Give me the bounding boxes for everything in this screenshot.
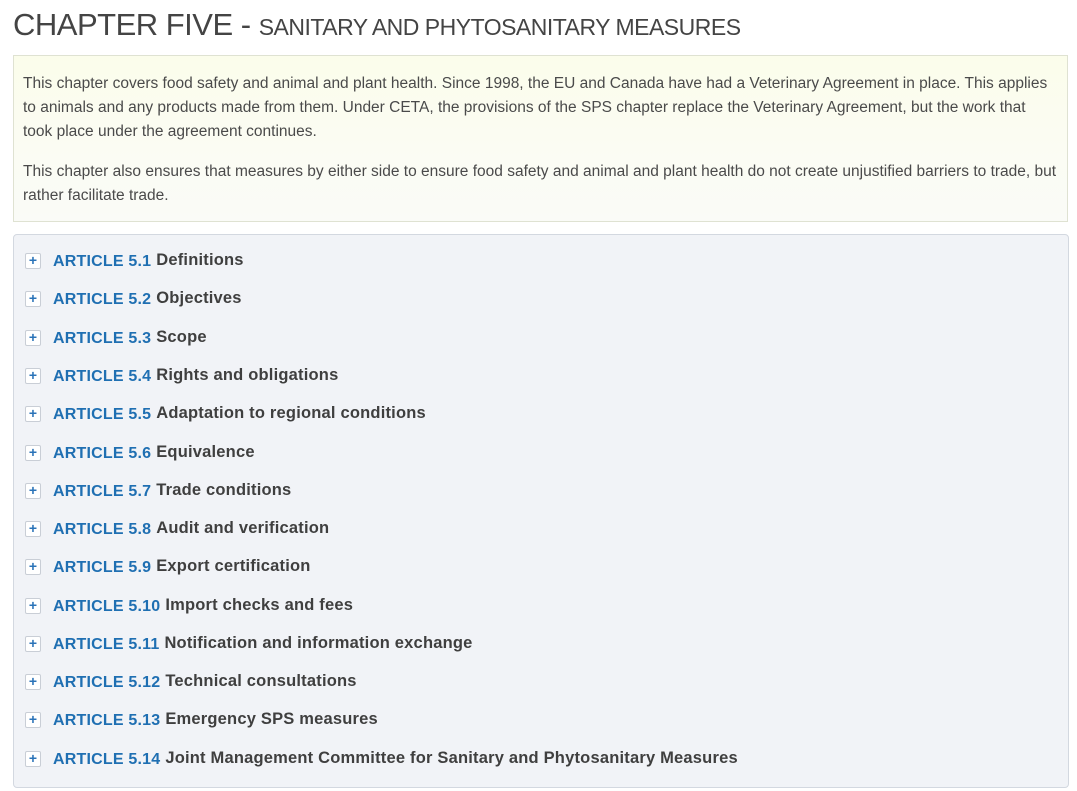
article-title: Emergency SPS measures (165, 709, 378, 728)
expand-plus-icon[interactable]: + (25, 674, 41, 690)
article-number-link[interactable]: ARTICLE 5.3 (53, 330, 152, 347)
articles-list (13, 234, 1069, 788)
chapter-intro-box (13, 55, 1068, 222)
article-number-link[interactable]: ARTICLE 5.9 (53, 559, 152, 576)
article-number-link[interactable]: ARTICLE 5.10 (53, 598, 161, 615)
article-item-5-14[interactable] (25, 746, 738, 772)
article-number-link[interactable]: ARTICLE 5.8 (53, 521, 152, 538)
chapter-number: CHAPTER FIVE (13, 7, 233, 42)
article-title: Joint Management Committee for Sanitary and Phytosanitary Measures (165, 748, 738, 767)
article-item-5-10[interactable] (25, 593, 353, 619)
article-title: Export certification (156, 556, 311, 575)
expand-plus-icon[interactable]: + (25, 521, 41, 537)
article-number-link[interactable]: ARTICLE 5.13 (53, 712, 161, 729)
page-title (13, 6, 741, 43)
article-number-link[interactable]: ARTICLE 5.1 (53, 253, 152, 270)
article-title: Import checks and fees (165, 595, 354, 614)
article-title: Rights and obligations (156, 365, 339, 384)
article-title: Audit and verification (156, 518, 330, 537)
article-title: Objectives (156, 288, 242, 307)
chapter-name: SANITARY AND PHYTOSANITARY MEASURES (258, 14, 741, 40)
intro-paragraph: This chapter covers food safety and animal and plant health. Since 1998, the EU and Canada have had a Veterinary Agreement in place. This applies to animals and any products made from them. Under CETA, the provisions of the SPS chapter replace the Veterinary Agreement, but the work that took place under the agreement continues. (23, 75, 1048, 140)
article-item-5-11[interactable] (25, 631, 473, 657)
article-item-5-9[interactable] (25, 554, 311, 580)
article-item-5-3[interactable] (25, 325, 207, 351)
article-item-5-6[interactable] (25, 440, 255, 466)
article-item-5-7[interactable] (25, 478, 291, 504)
article-number-link[interactable]: ARTICLE 5.14 (53, 751, 161, 768)
intro-paragraph: This chapter also ensures that measures by either side to ensure food safety and animal and plant health do not create unjustified barriers to trade, but rather facilitate trade. (23, 163, 1057, 204)
article-number-link[interactable]: ARTICLE 5.6 (53, 445, 152, 462)
expand-plus-icon[interactable]: + (25, 636, 41, 652)
article-item-5-2[interactable] (25, 286, 242, 312)
article-title: Scope (156, 327, 207, 346)
article-item-5-1[interactable] (25, 248, 244, 274)
expand-plus-icon[interactable]: + (25, 559, 41, 575)
article-number-link[interactable]: ARTICLE 5.2 (53, 291, 152, 308)
article-number-link[interactable]: ARTICLE 5.5 (53, 406, 152, 423)
expand-plus-icon[interactable]: + (25, 445, 41, 461)
expand-plus-icon[interactable]: + (25, 712, 41, 728)
expand-plus-icon[interactable]: + (25, 330, 41, 346)
article-number-link[interactable]: ARTICLE 5.11 (53, 636, 160, 653)
article-item-5-8[interactable] (25, 516, 329, 542)
article-title: Notification and information exchange (164, 633, 473, 652)
expand-plus-icon[interactable]: + (25, 291, 41, 307)
article-item-5-13[interactable] (25, 707, 378, 733)
article-title: Equivalence (156, 442, 255, 461)
article-number-link[interactable]: ARTICLE 5.4 (53, 368, 152, 385)
expand-plus-icon[interactable]: + (25, 368, 41, 384)
expand-plus-icon[interactable]: + (25, 483, 41, 499)
article-title: Trade conditions (156, 480, 292, 499)
article-number-link[interactable]: ARTICLE 5.12 (53, 674, 161, 691)
article-item-5-12[interactable] (25, 669, 357, 695)
title-separator: - (232, 7, 259, 42)
expand-plus-icon[interactable]: + (25, 751, 41, 767)
article-item-5-4[interactable] (25, 363, 338, 389)
expand-plus-icon[interactable]: + (25, 253, 41, 269)
article-title: Technical consultations (165, 671, 357, 690)
expand-plus-icon[interactable]: + (25, 406, 41, 422)
article-number-link[interactable]: ARTICLE 5.7 (53, 483, 152, 500)
article-title: Definitions (156, 250, 244, 269)
article-item-5-5[interactable] (25, 401, 426, 427)
article-title: Adaptation to regional conditions (156, 403, 426, 422)
expand-plus-icon[interactable]: + (25, 598, 41, 614)
